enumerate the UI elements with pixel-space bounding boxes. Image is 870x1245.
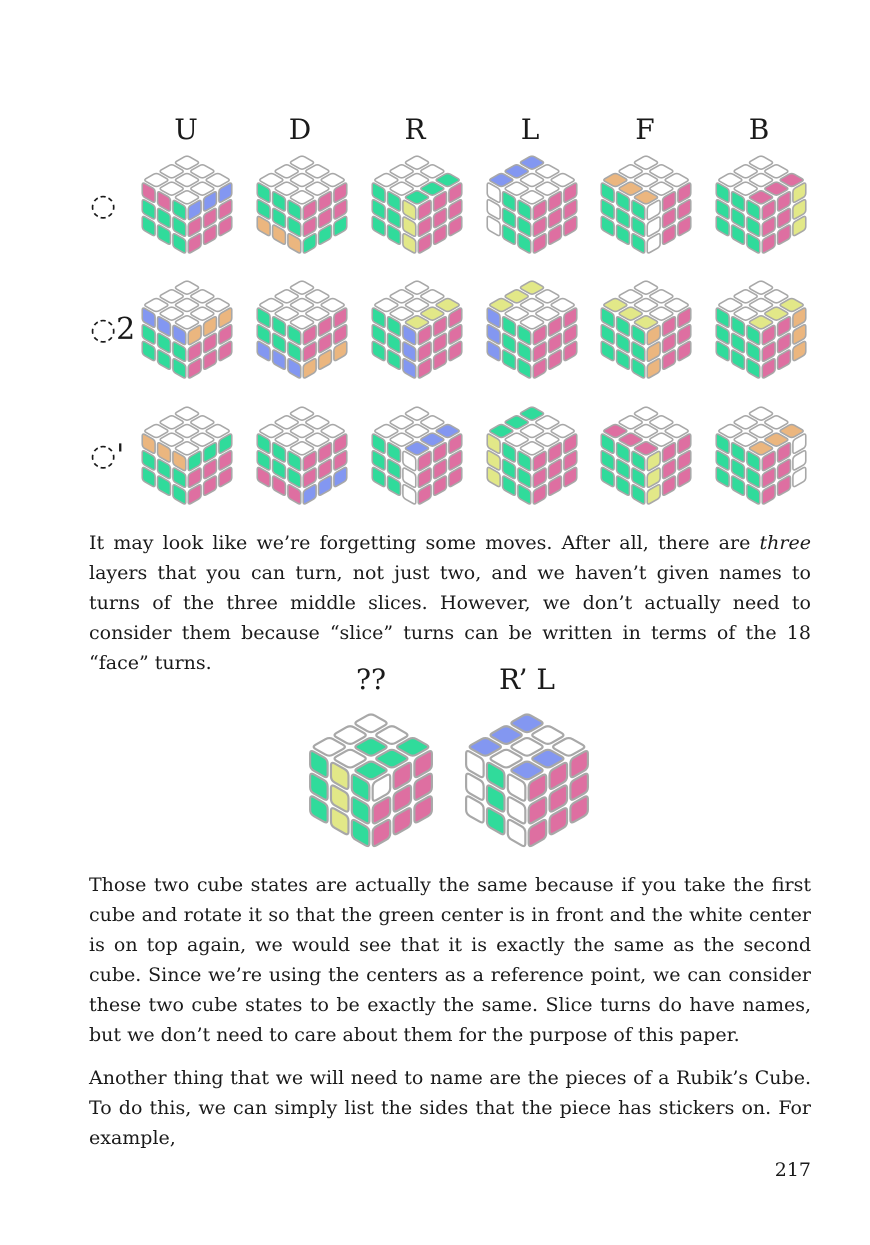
sticker-top-6 (375, 299, 398, 312)
cube-l-prime (482, 401, 582, 509)
emphasis-three: three (759, 532, 811, 554)
paragraph-forgotten-moves (89, 528, 811, 678)
sticker-top-7 (275, 433, 298, 446)
sticker-top-5 (536, 307, 559, 320)
sticker-top-4 (406, 299, 429, 312)
sticker-top-8 (406, 191, 429, 204)
sticker-top-0 (750, 281, 773, 294)
page-number: 217 (774, 1159, 811, 1181)
sticker-top-0 (406, 407, 429, 420)
sticker-top-2 (780, 299, 803, 312)
sticker-top-3 (491, 726, 522, 744)
sticker-top-5 (650, 307, 673, 320)
sticker-top-6 (490, 425, 513, 438)
sticker-top-1 (536, 165, 559, 178)
cube-f-prime (596, 401, 696, 509)
sticker-top-0 (511, 714, 542, 732)
sticker-top-5 (421, 182, 444, 195)
sticker-top-4 (406, 174, 429, 187)
column-label-b: B (748, 113, 770, 146)
sticker-top-2 (551, 425, 574, 438)
sticker-top-5 (306, 433, 329, 446)
sticker-top-8 (291, 442, 314, 455)
sticker-top-2 (436, 299, 459, 312)
sticker-top-3 (275, 290, 298, 303)
sticker-top-1 (650, 290, 673, 303)
paragraph-text: It may look like we’re forgetting some moves. After all, there are (89, 532, 760, 554)
sticker-top-1 (191, 290, 214, 303)
sticker-top-1 (532, 726, 563, 744)
sticker-top-7 (390, 182, 413, 195)
sticker-top-4 (521, 425, 544, 438)
sticker-top-6 (260, 425, 283, 438)
sticker-top-6 (145, 425, 168, 438)
sticker-top-2 (206, 174, 229, 187)
cube-f2 (596, 275, 696, 383)
sticker-top-5 (191, 307, 214, 320)
sticker-top-2 (780, 425, 803, 438)
cube-b (711, 150, 811, 258)
sticker-top-3 (160, 165, 183, 178)
sticker-top-1 (306, 290, 329, 303)
sticker-top-6 (719, 425, 742, 438)
sticker-top-5 (650, 433, 673, 446)
column-label-l: L (520, 113, 540, 146)
sticker-top-8 (176, 316, 199, 329)
sticker-top-4 (635, 299, 658, 312)
sticker-top-0 (635, 156, 658, 169)
sticker-top-2 (665, 425, 688, 438)
sticker-top-6 (604, 174, 627, 187)
sticker-top-6 (375, 425, 398, 438)
sticker-top-1 (306, 165, 329, 178)
sticker-top-5 (421, 433, 444, 446)
sticker-top-1 (650, 416, 673, 429)
sticker-top-0 (521, 156, 544, 169)
sticker-top-0 (406, 156, 429, 169)
sticker-top-4 (635, 425, 658, 438)
cube-u-prime (137, 401, 237, 509)
sticker-top-2 (206, 299, 229, 312)
sticker-top-2 (397, 738, 428, 756)
cube-u (137, 150, 237, 258)
sticker-top-7 (160, 307, 183, 320)
sticker-top-6 (604, 299, 627, 312)
sticker-top-3 (619, 416, 642, 429)
sticker-top-7 (390, 433, 413, 446)
slice-cube-unknown (303, 706, 439, 853)
sticker-top-5 (306, 307, 329, 320)
sticker-top-8 (406, 442, 429, 455)
sticker-top-8 (635, 442, 658, 455)
slice-label-unknown: ?? (355, 663, 387, 696)
sticker-top-8 (511, 762, 542, 780)
sticker-top-7 (335, 750, 366, 768)
sticker-top-3 (275, 416, 298, 429)
sticker-top-2 (321, 425, 344, 438)
sticker-top-7 (619, 307, 642, 320)
sticker-top-8 (291, 316, 314, 329)
sticker-top-2 (436, 174, 459, 187)
sticker-top-2 (321, 299, 344, 312)
row-label-double: ◌2 (90, 312, 136, 347)
sticker-top-8 (635, 316, 658, 329)
sticker-top-8 (521, 191, 544, 204)
column-label-r: R (404, 113, 426, 146)
sticker-top-0 (635, 281, 658, 294)
sticker-top-6 (604, 425, 627, 438)
paragraph-naming-pieces: Another thing that we will need to name are the pieces of a Rubik’s Cube. To do this, we can simply list the sides that the piece has stickers on. For example, (89, 1067, 811, 1149)
sticker-top-0 (176, 407, 199, 420)
sticker-top-5 (650, 182, 673, 195)
sticker-top-1 (191, 416, 214, 429)
sticker-top-0 (635, 407, 658, 420)
sticker-top-6 (145, 299, 168, 312)
column-label-u: U (174, 113, 198, 146)
sticker-top-1 (306, 416, 329, 429)
cube-b-prime (711, 401, 811, 509)
sticker-top-0 (750, 156, 773, 169)
sticker-top-8 (176, 191, 199, 204)
sticker-top-3 (734, 290, 757, 303)
sticker-top-7 (275, 307, 298, 320)
sticker-top-8 (406, 316, 429, 329)
sticker-top-3 (335, 726, 366, 744)
sticker-top-5 (765, 182, 788, 195)
sticker-top-6 (719, 174, 742, 187)
sticker-top-0 (750, 407, 773, 420)
sticker-top-4 (406, 425, 429, 438)
sticker-top-7 (275, 182, 298, 195)
sticker-top-1 (421, 290, 444, 303)
sticker-top-6 (490, 299, 513, 312)
sticker-top-3 (505, 290, 528, 303)
sticker-top-6 (719, 299, 742, 312)
cube-b2 (711, 275, 811, 383)
sticker-top-5 (765, 433, 788, 446)
cube-u2 (137, 275, 237, 383)
sticker-top-3 (390, 416, 413, 429)
sticker-top-3 (275, 165, 298, 178)
sticker-top-7 (160, 433, 183, 446)
sticker-top-8 (355, 762, 386, 780)
sticker-top-7 (505, 182, 528, 195)
sticker-top-8 (176, 442, 199, 455)
sticker-top-4 (291, 425, 314, 438)
cube-r2 (367, 275, 467, 383)
sticker-top-4 (511, 738, 542, 756)
sticker-top-0 (355, 714, 386, 732)
cube-f (596, 150, 696, 258)
slice-cube-r-prime-l (459, 706, 595, 853)
sticker-top-3 (390, 290, 413, 303)
sticker-top-2 (665, 299, 688, 312)
sticker-top-8 (750, 191, 773, 204)
sticker-top-4 (176, 299, 199, 312)
sticker-top-3 (160, 290, 183, 303)
row-label-clockwise: ◌ (90, 188, 117, 223)
paragraph-text: layers that you can turn, not just two, and we haven’t given names to turns of the three middle slices. However, we don’t actually need to consider them because “slice” turns can be written in terms of the 18 “face” turns. (89, 562, 811, 674)
sticker-top-4 (635, 174, 658, 187)
sticker-top-8 (750, 316, 773, 329)
sticker-top-5 (765, 307, 788, 320)
cube-r-prime (367, 401, 467, 509)
sticker-top-4 (176, 425, 199, 438)
sticker-top-0 (291, 281, 314, 294)
sticker-top-7 (505, 307, 528, 320)
sticker-top-0 (521, 407, 544, 420)
cube-d (252, 150, 352, 258)
sticker-top-2 (206, 425, 229, 438)
sticker-top-2 (665, 174, 688, 187)
sticker-top-4 (521, 299, 544, 312)
sticker-top-6 (260, 174, 283, 187)
sticker-top-2 (551, 299, 574, 312)
sticker-top-6 (314, 738, 345, 756)
sticker-top-0 (176, 156, 199, 169)
sticker-top-5 (191, 433, 214, 446)
sticker-top-4 (521, 174, 544, 187)
sticker-top-5 (532, 750, 563, 768)
sticker-top-3 (619, 165, 642, 178)
slice-label-r-prime-l: R’ L (499, 663, 555, 696)
sticker-top-2 (551, 174, 574, 187)
sticker-top-4 (750, 299, 773, 312)
sticker-top-6 (145, 174, 168, 187)
sticker-top-4 (355, 738, 386, 756)
row-label-prime: ◌' (90, 438, 125, 473)
sticker-top-2 (553, 738, 584, 756)
sticker-top-7 (160, 182, 183, 195)
cube-l2 (482, 275, 582, 383)
sticker-top-1 (376, 726, 407, 744)
sticker-top-5 (191, 182, 214, 195)
sticker-top-0 (406, 281, 429, 294)
column-label-d: D (288, 113, 312, 146)
sticker-top-1 (536, 416, 559, 429)
sticker-top-7 (734, 433, 757, 446)
sticker-top-1 (765, 416, 788, 429)
sticker-top-1 (650, 165, 673, 178)
sticker-top-3 (160, 416, 183, 429)
sticker-top-7 (734, 182, 757, 195)
sticker-top-4 (291, 174, 314, 187)
sticker-top-6 (490, 174, 513, 187)
sticker-top-2 (436, 425, 459, 438)
sticker-top-0 (291, 156, 314, 169)
sticker-top-1 (421, 165, 444, 178)
sticker-top-4 (291, 299, 314, 312)
sticker-top-3 (390, 165, 413, 178)
sticker-top-7 (505, 433, 528, 446)
sticker-top-5 (536, 182, 559, 195)
sticker-top-7 (390, 307, 413, 320)
sticker-top-3 (734, 165, 757, 178)
sticker-top-6 (260, 299, 283, 312)
sticker-top-3 (619, 290, 642, 303)
cube-d2 (252, 275, 352, 383)
sticker-top-8 (750, 442, 773, 455)
sticker-top-1 (765, 290, 788, 303)
sticker-top-1 (536, 290, 559, 303)
sticker-top-5 (421, 307, 444, 320)
sticker-top-7 (734, 307, 757, 320)
sticker-top-5 (536, 433, 559, 446)
cube-d-prime (252, 401, 352, 509)
sticker-top-3 (505, 165, 528, 178)
sticker-top-6 (375, 174, 398, 187)
sticker-top-7 (619, 433, 642, 446)
sticker-top-2 (780, 174, 803, 187)
sticker-top-7 (491, 750, 522, 768)
sticker-top-5 (376, 750, 407, 768)
sticker-top-3 (734, 416, 757, 429)
sticker-top-0 (176, 281, 199, 294)
cube-r (367, 150, 467, 258)
sticker-top-8 (521, 442, 544, 455)
sticker-top-0 (291, 407, 314, 420)
column-label-f: F (635, 113, 655, 146)
sticker-top-6 (470, 738, 501, 756)
sticker-top-1 (421, 416, 444, 429)
sticker-top-5 (306, 182, 329, 195)
sticker-top-8 (635, 191, 658, 204)
sticker-top-2 (321, 174, 344, 187)
sticker-top-4 (176, 174, 199, 187)
sticker-top-4 (750, 425, 773, 438)
sticker-top-8 (291, 191, 314, 204)
sticker-top-1 (765, 165, 788, 178)
sticker-top-8 (521, 316, 544, 329)
cube-l (482, 150, 582, 258)
sticker-top-0 (521, 281, 544, 294)
paragraph-same-states: Those two cube states are actually the same because if you take the first cube and rotate it so that the green center is in front and the white center is on top again, we would see that it is exactly the same as the second cube. Since we’re using the centers as a reference point, we can consider these two cube states to be exactly the same. Slice turns do have names, but we don’t need to care about them for the purpose of this paper. (89, 874, 811, 1046)
sticker-top-3 (505, 416, 528, 429)
sticker-top-7 (619, 182, 642, 195)
sticker-top-4 (750, 174, 773, 187)
sticker-top-1 (191, 165, 214, 178)
